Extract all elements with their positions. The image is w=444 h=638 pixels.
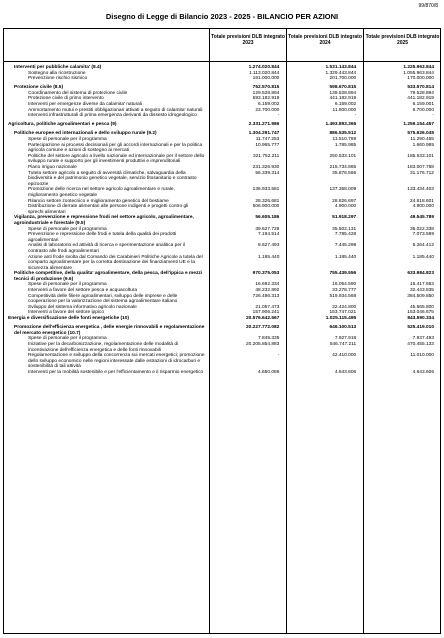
row-value: 6.159.002 — [258, 102, 280, 108]
row-label: Promozione dell'efficienza energetica , delle energie rinnovabili e regolamentazione del mercato energetico (10.7) — [14, 325, 205, 336]
row-value: 20.576.642.567 — [245, 316, 280, 322]
row-label: Sviluppo del sistema informativo agricolo nazionale — [28, 304, 137, 310]
row-value: 32.443.835 — [409, 288, 434, 294]
row-value: 1.025.115.495 — [325, 316, 357, 322]
row-label: Interventi per la mobilità sostenibile e per l'efficientamento e il risparmio energetico — [28, 369, 204, 375]
row-value: 1.113.020.844 — [249, 70, 280, 76]
row-value: 16.692.334 — [255, 282, 280, 288]
row-value: 519.934.568 — [329, 293, 357, 299]
row-value: 441.182.919 — [407, 96, 434, 102]
row-label: Coordinamento del sistema di protezione civile — [28, 90, 128, 96]
row-value: 546.747.211 — [329, 341, 357, 347]
table-row — [4, 316, 440, 322]
row-value: 49.545.789 — [410, 215, 435, 221]
row-value: 33.278.777 — [332, 288, 357, 294]
row-value: 1.225.963.844 — [403, 65, 435, 70]
row-label: Iniziative per la decarbonizzazione, regolamentazione delle modalità di incentivazione dell'efficienza energetica e delle fonti rinnovabili — [28, 341, 179, 353]
row-value: 1.055.963.844 — [403, 70, 434, 76]
row-value: - — [277, 353, 280, 359]
row-value: 7.785.428 — [334, 232, 357, 238]
table-row — [4, 154, 440, 165]
row-value: 598.670.815 — [329, 85, 357, 91]
row-value: 646.100.513 — [329, 325, 357, 331]
row-label: Protezione civile (8.5) — [14, 85, 64, 91]
row-value: 4.900.000 — [412, 204, 434, 210]
row-label: Azione anti frode svolta dal Comando dei Carabinieri Politiche Agricole a tutela del comparto agroalimentare per la corretta destinazione dei finanziamenti UE e la sicurezza alimentare — [28, 254, 203, 271]
row-value: 16.054.590 — [332, 282, 357, 288]
row-label: Spese di personale per il programma — [28, 336, 107, 342]
row-value: 10.965.777 — [255, 142, 280, 148]
row-value: 4.650.086 — [258, 369, 280, 375]
row-value: 533.570.814 — [407, 85, 435, 91]
row-value: 170.000.000 — [407, 76, 434, 82]
row-value: 11.290.455 — [410, 137, 434, 143]
table-row — [4, 122, 440, 128]
row-value: 575.626.045 — [407, 131, 435, 137]
row-label: Distribuzione di derrate alimentari alle persone indigenti e progetti contro gli sprechi alimentari — [28, 204, 189, 215]
column-header-2025: Totale previsioni DLB integrato 2025 — [365, 34, 440, 46]
row-value: 633.984.823 — [407, 271, 435, 277]
row-value: 1.185.440 — [334, 254, 357, 260]
table-body — [4, 65, 440, 375]
row-label: Energia e diversificazione delle fonti energetiche (10) — [8, 316, 130, 322]
row-value: 7.927.918 — [334, 336, 357, 342]
row-label: Interventi a favore del settore ippico — [28, 310, 104, 316]
row-value: 35.502.131 — [332, 226, 357, 232]
row-label: Interventi per pubbliche calamita' (8.4) — [14, 65, 102, 70]
row-value: 45.565.800 — [409, 304, 434, 310]
budget-table — [3, 28, 441, 634]
row-value: 441.182.919 — [329, 96, 357, 102]
row-value: 752.570.815 — [252, 85, 280, 91]
row-value: 525.419.010 — [407, 325, 435, 331]
row-value: 1.185.440 — [412, 254, 434, 260]
table-row — [4, 215, 440, 226]
row-value: 886.535.512 — [329, 131, 357, 137]
table-row — [4, 255, 440, 272]
row-value: 36.022.338 — [409, 226, 434, 232]
table-row — [4, 113, 440, 119]
row-label: Spese di personale per il programma — [28, 282, 107, 288]
row-label: Protezione civile di primo intervento — [28, 96, 104, 102]
row-value: 24.618.601 — [409, 198, 434, 204]
row-value: 129.528.894 — [252, 90, 280, 96]
row-value: 32.424.800 — [332, 304, 357, 310]
row-value: 1.259.154.457 — [403, 122, 434, 128]
row-value: 470.455.133 — [407, 341, 434, 347]
row-value: 48.232.892 — [255, 288, 280, 294]
table-row — [4, 76, 440, 82]
row-value: 15.417.663 — [409, 282, 434, 288]
row-value: 4.643.606 — [412, 369, 434, 375]
row-label: Piano irriguo nazionale — [28, 165, 77, 170]
row-value: - — [432, 113, 434, 119]
row-value: 20.227.772.082 — [246, 325, 280, 331]
row-value: 231.326.930 — [252, 165, 280, 170]
row-value: 79.528.894 — [409, 90, 434, 96]
row-label: Prevenzione rischio sismico — [28, 76, 88, 82]
row-value: 4.900.000 — [334, 204, 357, 210]
row-value: 2.331.271.986 — [248, 122, 280, 128]
table-row — [4, 325, 440, 336]
row-value: 6.159.002 — [334, 102, 357, 108]
row-value: 20.205.854.883 — [246, 341, 280, 347]
row-value: 133.434.403 — [407, 187, 434, 193]
row-value: 843.590.334 — [407, 316, 434, 322]
row-value: 1.274.020.844 — [248, 65, 280, 70]
row-value: 42.410.000 — [332, 353, 357, 359]
row-label: Prevenzione e repressione delle frodi e tutela della qualità dei prodotti agroalimentari — [28, 232, 177, 243]
row-value: - — [354, 113, 357, 119]
page-title: Disegno di Legge di Bilancio 2023 - 2025 - BILANCIO PER AZIONI — [105, 12, 339, 21]
row-label: Interventi a favore del settore pesca e acquacoltura — [28, 288, 138, 294]
row-value: 161.000.000 — [252, 76, 280, 82]
table-row — [4, 143, 440, 154]
row-label: Rilancio settore zootecnico e miglioramento genetico del bestiame — [28, 198, 169, 204]
row-value: 7.445.298 — [334, 243, 357, 249]
row-value: 7.194.514 — [258, 232, 280, 238]
row-value: 157.906.241 — [252, 310, 280, 316]
row-value: 321.752.211 — [253, 153, 280, 159]
row-value: 250.533.101 — [329, 153, 357, 159]
row-label: Analisi di laboratorio ed attività di ricerca e sperimentazione analitica per il contrasto alle frodi agroalimentari — [28, 243, 186, 254]
row-value: 1.185.440 — [258, 254, 280, 260]
row-value: 1.531.143.844 — [325, 65, 357, 70]
table-row — [4, 353, 440, 370]
row-label: Politiche competitive, della qualita' agroalimentare, della pesca, dell'ippica e mezzi tecnici di produzione (9.6) — [14, 271, 203, 282]
row-value: 185.533.101 — [407, 153, 434, 159]
row-value: - — [277, 113, 280, 119]
row-value: 56.605.186 — [255, 215, 280, 221]
row-value: 7.937.493 — [412, 336, 434, 342]
row-value: 7.073.599 — [412, 232, 434, 238]
row-value: 11.510.769 — [332, 137, 357, 143]
row-label: Agricoltura, politiche agroalimentari e pesca (9) — [8, 122, 117, 128]
row-value: 215.734.865 — [329, 165, 357, 170]
document-id: 99/870/8 — [418, 3, 438, 9]
row-value: 970.375.053 — [252, 271, 280, 277]
row-value: 7.845.335 — [258, 336, 280, 342]
row-value: 51.918.297 — [332, 215, 357, 221]
header-separator — [4, 61, 440, 62]
row-value: 11.010.000 — [410, 353, 434, 359]
row-label: Ammortamento mutui e prestiti obbligazionari attivati a seguito di calamita' naturali — [28, 107, 203, 113]
table-row — [4, 187, 440, 198]
column-header-2024: Totale previsioni DLB integrato 2024 — [288, 34, 362, 46]
row-value: 11.800.000 — [332, 107, 357, 113]
table-row — [4, 171, 440, 188]
table-row — [4, 204, 440, 215]
row-value: 1.329.443.844 — [325, 70, 357, 76]
row-value: 4.643.606 — [334, 369, 357, 375]
table-row — [4, 271, 440, 282]
row-value: 56.339.314 — [255, 170, 280, 176]
row-value: 23.700.000 — [255, 107, 280, 113]
row-value: 506.900.000 — [252, 204, 280, 210]
row-value: 6.159.001 — [412, 102, 434, 108]
row-label: Spese di personale per il programma — [28, 226, 107, 232]
table-row — [4, 294, 440, 305]
row-value: 153.747.021 — [329, 310, 357, 316]
row-label: Competitività delle filiere agroalimentari, sviluppo delle imprese e delle cooperazione per la valorizzazione del sistema agroalimentare italiano — [28, 293, 178, 305]
row-label: Tutela settore agricolo a seguito di avversità climatiche, salvaguardia della biodiversità e del patrimonio genetico vegetale, servizio fitosanitario e contrasto epizoozie — [28, 170, 197, 187]
row-value: 1.785.985 — [334, 142, 357, 148]
row-value: 1.660.985 — [412, 142, 434, 148]
row-label: Regolamentazione e sviluppo della concorrenza sui mercati energetici; promozione dello sviluppo economico nelle regioni interessate dalle estrazioni di idrocarburi e sostenibilità di tali attività — [28, 353, 205, 370]
row-value: 139.528.894 — [329, 90, 357, 96]
row-value: 137.358.009 — [329, 187, 357, 193]
row-label: Interventi per emergenze diverse da calamita' naturali — [28, 102, 142, 108]
row-value: 1.493.893.365 — [325, 122, 357, 128]
row-value: 21.057.473 — [255, 304, 280, 310]
row-label: Vigilanza, prevenzione e repressione frodi nel settore agricolo, agroalimentare, agroindustriale e forestale (9.5) — [14, 215, 194, 226]
row-label: Politiche del settore agricolo a livello nazionale ed internazionale per il settore dello sviluppo rurale e supporto per gli investimenti produttivi e imprenditoriali — [28, 153, 205, 165]
table-row — [4, 232, 440, 243]
row-value: 384.509.850 — [407, 293, 434, 299]
row-value: 183.007.768 — [407, 165, 434, 170]
row-value: 39.627.729 — [255, 226, 280, 232]
row-value: 136.933.581 — [252, 187, 280, 193]
row-value: 1.304.291.747 — [248, 131, 280, 137]
row-label: Partecipazione ai processi decisionali per gli accordi internazionali e per la politica agricola comune e azioni di sostegno ai mercati — [28, 142, 203, 154]
row-value: 5.264.412 — [412, 243, 434, 249]
row-label: Interventi infrastrutturali di prima emergenza derivanti da dissesto idrogeologico — [28, 113, 197, 119]
row-value: 6.700.000 — [412, 107, 434, 113]
row-value: 755.439.556 — [329, 271, 357, 277]
table-row — [4, 370, 440, 376]
row-value: 31.176.712 — [409, 170, 434, 176]
row-label: Politiche europee ed internazionali e dello sviluppo rurale (9.2) — [14, 131, 157, 137]
row-label: Promozione delle ricerca nel settore agricolo agroalimentare e rurale, miglioramento genetico vegetale — [28, 187, 175, 198]
column-header-2023: Totale previsioni DLB integrato 2023 — [211, 34, 285, 46]
row-value: 153.046.675 — [407, 310, 434, 316]
row-value: 201.700.000 — [329, 76, 357, 82]
table-row — [4, 342, 440, 353]
row-value: 8.627.493 — [258, 243, 280, 249]
row-label: Spese di personale per il programma — [28, 137, 107, 143]
row-value: 726.486.313 — [252, 293, 280, 299]
row-value: 11.747.253 — [255, 137, 280, 143]
row-value: 593.182.919 — [252, 96, 280, 102]
row-value: 35.876.566 — [332, 170, 357, 176]
table-row — [4, 243, 440, 254]
row-value: 28.826.697 — [332, 198, 357, 204]
row-value: 28.326.681 — [255, 198, 280, 204]
row-label: Sostegno alla ricostruzione — [28, 70, 86, 76]
